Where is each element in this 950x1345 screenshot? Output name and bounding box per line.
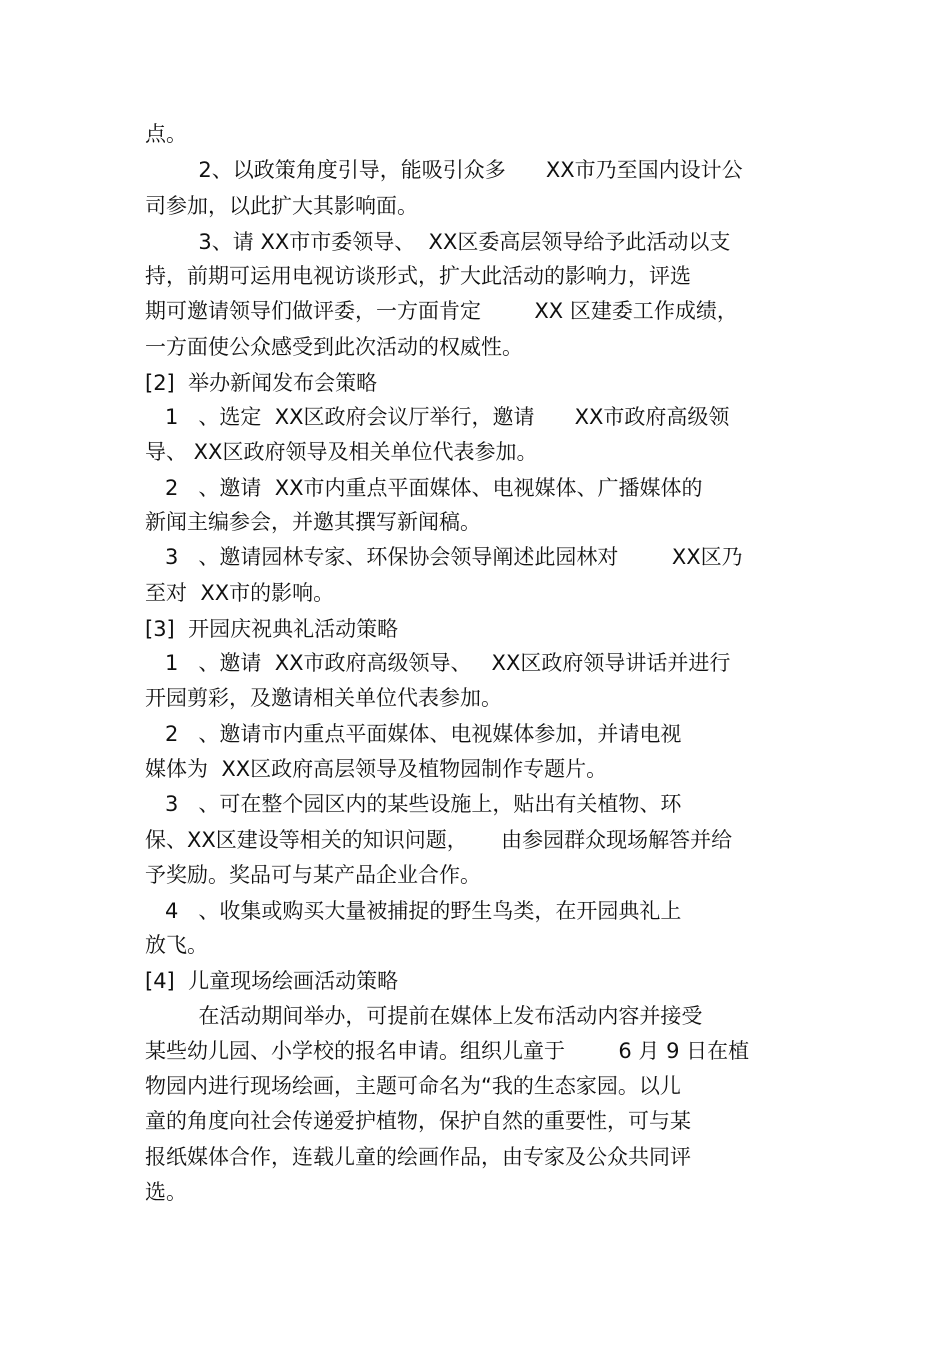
body-text-line: 选。	[145, 1180, 187, 1204]
body-text-line: 点。	[145, 122, 187, 146]
body-text-line: 童的角度向社会传递爱护植物，保护自然的重要性，可与某	[145, 1109, 691, 1133]
body-text-line: 在活动期间举办，可提前在媒体上发布活动内容并接受	[145, 1004, 703, 1028]
section-heading: [4] 儿童现场绘画活动策略	[145, 969, 399, 993]
body-text-line: 司参加，以此扩大其影响面。	[145, 194, 418, 218]
body-text-line: 期可邀请领导们做评委，一方面肯定 XX 区建委工作成绩，	[145, 299, 738, 323]
body-text-line: 放飞。	[145, 933, 208, 957]
section-heading: [3] 开园庆祝典礼活动策略	[145, 617, 399, 641]
body-text-line: 导、 XX区政府领导及相关单位代表参加。	[145, 440, 538, 464]
body-text-line: 4 、收集或购买大量被捕捉的野生鸟类，在开园典礼上	[145, 899, 682, 923]
body-text-line: 予奖励。奖品可与某产品企业合作。	[145, 863, 481, 887]
body-text-line: 某些幼儿园、小学校的报名申请。组织儿童于 6 月 9 日在植	[145, 1039, 750, 1063]
body-text-line: 3 、邀请园林专家、环保协会领导阐述此园林对 XX区乃	[145, 545, 743, 569]
body-text-line: 2 、邀请 XX市内重点平面媒体、电视媒体、广播媒体的	[145, 476, 703, 500]
body-text-line: 保、XX区建设等相关的知识问题， 由参园群众现场解答并给	[145, 828, 733, 852]
body-text-line: 2 、邀请市内重点平面媒体、电视媒体参加，并请电视	[145, 722, 682, 746]
section-heading: [2] 举办新闻发布会策略	[145, 371, 378, 395]
body-text-line: 2、以政策角度引导，能吸引众多 XX市乃至国内设计公	[145, 158, 743, 182]
body-text-line: 开园剪彩，及邀请相关单位代表参加。	[145, 686, 502, 710]
body-text-line: 媒体为 XX区政府高层领导及植物园制作专题片。	[145, 757, 608, 781]
body-text-line: 物园内进行现场绘画，主题可命名为“我的生态家园。以儿	[145, 1074, 681, 1098]
body-text-line: 1 、选定 XX区政府会议厅举行，邀请 XX市政府高级领	[145, 405, 730, 429]
body-text-line: 报纸媒体合作，连载儿童的绘画作品，由专家及公众共同评	[145, 1145, 691, 1169]
body-text-line: 至对 XX市的影响。	[145, 581, 335, 605]
body-text-line: 一方面使公众感受到此次活动的权威性。	[145, 335, 523, 359]
body-text-line: 1 、邀请 XX市政府高级领导、 XX区政府领导讲话并进行	[145, 651, 731, 675]
body-text-line: 持，前期可运用电视访谈形式，扩大此活动的影响力，评选	[145, 264, 691, 288]
body-text-line: 3、请 XX市市委领导、 XX区委高层领导给予此活动以支	[145, 230, 731, 254]
body-text-line: 3 、可在整个园区内的某些设施上，贴出有关植物、环	[145, 792, 682, 816]
body-text-line: 新闻主编参会，并邀其撰写新闻稿。	[145, 510, 481, 534]
